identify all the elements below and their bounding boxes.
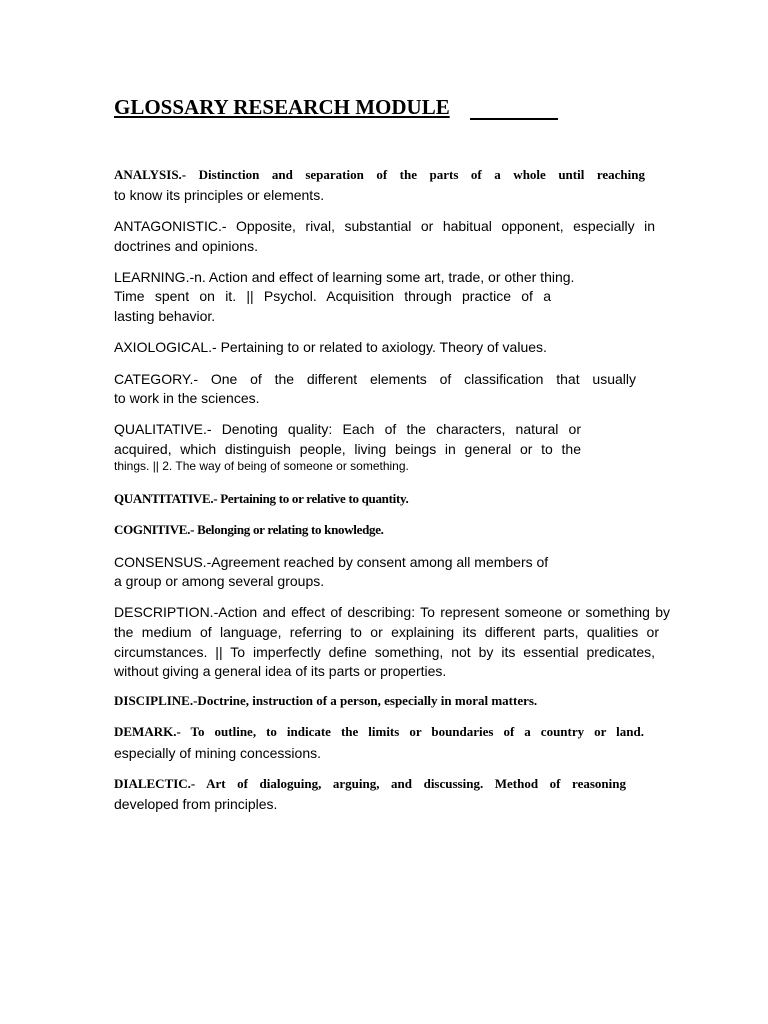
entry-antagonistic-line-1: ANTAGONISTIC.- Opposite, rival, substantial or habitual opponent, especially in <box>114 218 655 234</box>
entry-category-line-1: CATEGORY.- One of the different elements of classification that usually <box>114 371 636 387</box>
entry-demark-line-2: especially of mining concessions. <box>114 745 321 761</box>
entry-qualitative-line-1: QUALITATIVE.- Denoting quality: Each of the characters, natural or <box>114 421 581 437</box>
entry-learning-line-1: LEARNING.-n. Action and effect of learning some art, trade, or other thing. <box>114 269 575 285</box>
entry-qualitative-line-3: things. || 2. The way of being of someone or something. <box>114 459 409 473</box>
entry-description-line-4: without giving a general idea of its parts or properties. <box>114 663 447 679</box>
entry-cognitive-line-1: COGNITIVE.- Belonging or relating to knowledge. <box>114 522 384 537</box>
entry-quantitative-line-1: QUANTITATIVE.- Pertaining to or relative to quantity. <box>114 491 409 506</box>
title-underline <box>470 118 558 120</box>
entry-consensus-line-2: a group or among several groups. <box>114 573 325 589</box>
document-title: GLOSSARY RESEARCH MODULE <box>114 95 450 119</box>
entry-learning-line-2: Time spent on it. || Psychol. Acquisition through practice of a <box>114 288 551 304</box>
entry-description-line-3: circumstances. || To imperfectly define something, not by its essential predicates, <box>114 644 655 660</box>
entry-axiological-line-1: AXIOLOGICAL.- Pertaining to or related to axiology. Theory of values. <box>114 339 547 355</box>
entry-description-line-2: the medium of language, referring to or explaining its different parts, qualities or <box>114 624 659 640</box>
entry-analysis-line-2: to know its principles or elements. <box>114 187 325 203</box>
entry-consensus-line-1: CONSENSUS.-Agreement reached by consent among all members of <box>114 554 549 570</box>
entry-discipline-line-1: DISCIPLINE.-Doctrine, instruction of a person, especially in moral matters. <box>114 693 538 708</box>
entry-description-line-1: DESCRIPTION.-Action and effect of describing: To represent someone or something by <box>114 604 670 620</box>
entry-category-line-2: to work in the sciences. <box>114 390 260 406</box>
entry-analysis-line-1: ANALYSIS.- Distinction and separation of the parts of a whole until reaching <box>114 167 645 182</box>
entry-demark-line-1: DEMARK.- To outline, to indicate the limits or boundaries of a country or land. <box>114 724 644 739</box>
entry-learning-line-3: lasting behavior. <box>114 308 216 324</box>
entry-dialectic-line-1: DIALECTIC.- Art of dialoguing, arguing, and discussing. Method of reasoning <box>114 776 626 791</box>
entry-qualitative-line-2: acquired, which distinguish people, living beings in general or to the <box>114 441 581 457</box>
entry-dialectic-line-2: developed from principles. <box>114 796 278 812</box>
entry-antagonistic-line-2: doctrines and opinions. <box>114 238 258 254</box>
